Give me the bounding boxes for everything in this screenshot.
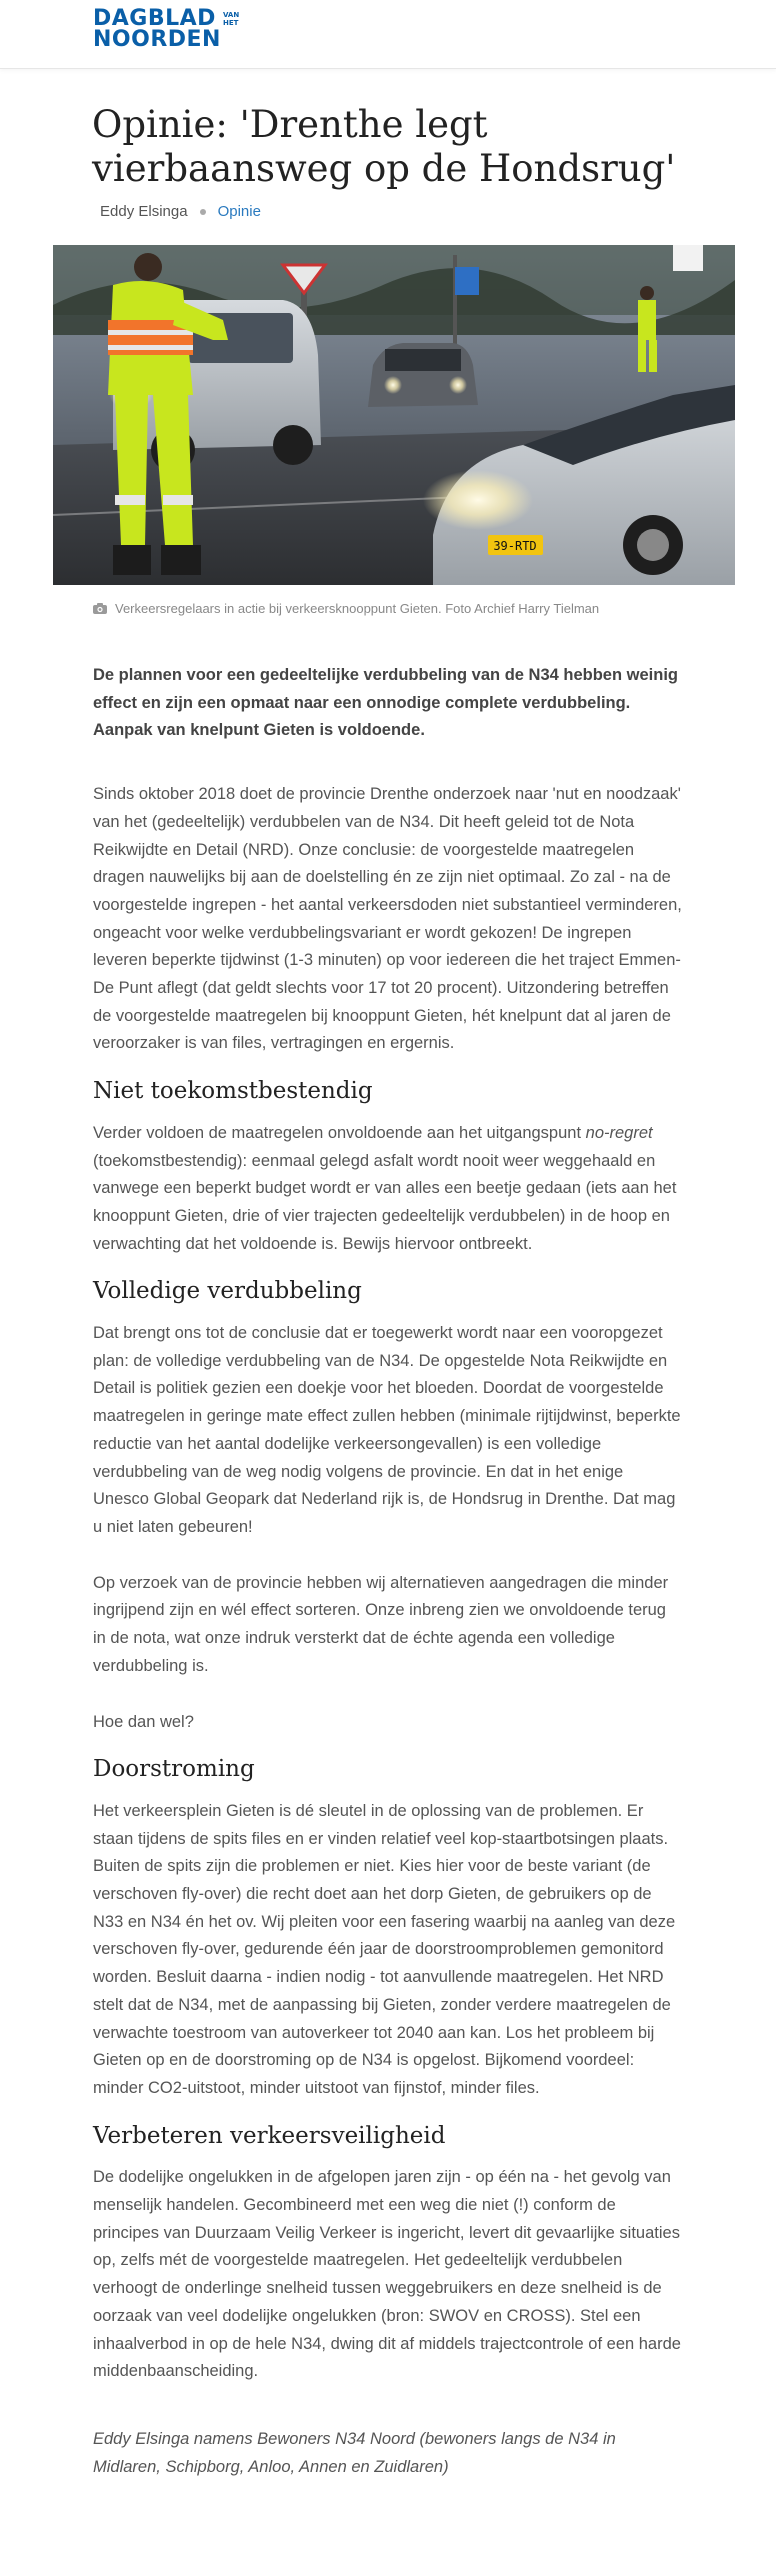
traffic-scene-image [53,245,735,585]
separator-dot [200,209,206,215]
caption-text: Verkeersregelaars in actie bij verkeersknooppunt Gieten. Foto Archief Harry Tielman [115,601,600,616]
article-body [93,662,683,2481]
site-logo[interactable] [93,8,239,50]
camera-icon [93,603,107,614]
license-plate-text: 39-RTD [493,539,537,553]
paragraph: Hoe dan wel? [93,1712,194,1731]
author-signature: Eddy Elsinga namens Bewoners N34 Noord (bewoners langs de N34 in Midlaren, Schipborg, Anloo, Annen en Zuidlaren) [93,2429,616,2476]
section-heading: Verbeteren verkeersveiligheid [93,2122,446,2149]
paragraph: Verder voldoen de maatregelen onvoldoende aan het uitgangspunt no-regret (toekomstbestendig): eenmaal gelegd asfalt wordt nooit weer weggehaald en vanwege een beperkt budget wordt er van alles een beetje gedaan (iets aan het knooppunt Gieten, drie of vier trajecten gedeeltelijk verdubbelen) in de hoop en verwachting dat het voldoende is. Bewijs hiervoor ontbreekt. [93,1123,677,1253]
category-link[interactable]: Opinie [217,203,261,220]
author-name: Eddy Elsinga [100,203,188,220]
site-header [0,0,776,69]
byline [100,203,261,220]
logo-wordmark: DAGBLAD NOORDEN [93,6,221,52]
section-heading: Doorstroming [93,1756,255,1783]
article-lead: De plannen voor een gedeeltelijke verdubbeling van de N34 hebben weinig effect en zijn een opmaat naar een onnodige complete verdubbeling. Aanpak van knelpunt Gieten is voldoende. [93,666,678,740]
paragraph: Sinds oktober 2018 doet de provincie Drenthe onderzoek naar 'nut en noodzaak' van het (gedeeltelijk) verdubbelen van de N34. Dit heeft geleid tot de Nota Reikwijdte en Detail (NRD). Onze conclusie: de voorgestelde maatregelen dragen nauwelijks bij aan de doelstelling én ze zijn niet optimaal. Zo zal - na de voorgestelde ingrepen - het aantal verkeersdoden niet substantieel verminderen, ongeacht voor welke verdubbelingsvariant er wordt gekozen! De ingrepen leveren beperkte tijdwinst (1-3 minuten) op voor iedereen die het traject Emmen-De Punt aflegt (dat geldt slechts voor 17 tot 20 procent). Uitzondering betreffen de voorgestelde maatregelen bij knooppunt Gieten, hét knelpunt dat al jaren de veroorzaker is van files, vertragingen en ergernis. [93,785,682,1053]
section-heading: Volledige verdubbeling [93,1278,362,1305]
paragraph: Op verzoek van de provincie hebben wij alternatieven aangedragen die minder ingrijpend zijn en wél effect sorteren. Onze inbreng zien we onvoldoende terug in de nota, wat onze indruk versterkt dat de échte agenda een volledige verdubbeling is. [93,1573,669,1675]
paragraph: Het verkeersplein Gieten is dé sleutel in de oplossing van de problemen. Er staan tijdens de spits files en er vinden relatief veel kop-staartbotsingen plaats. Buiten de spits zijn die problemen er niet. Kies hier voor de beste variant (de verschoven fly-over) die recht doet aan het dorp Gieten, de gebruikers op de N33 en N34 én het ov. Wij pleiten voor een fasering waarbij na aanleg van deze verschoven fly-over, gedurende één jaar de doorstroomproblemen gemonitord worden. Besluit daarna - indien nodig - tot aanvullende maatregelen. Het NRD stelt dat de N34, met de aanpassing bij Gieten, zonder verdere maatregelen de verwachte toestroom van autoverkeer tot 2040 aan kan. Los het probleem bij Gieten op en de doorstroming op de N34 is opgelost. Bijkomend voordeel: minder CO2-uitstoot, minder uitstoot van fijnstof, minder files. [93,1801,676,2097]
article-photo [53,245,735,585]
paragraph: De dodelijke ongelukken in de afgelopen jaren zijn - op één na - het gevolg van menselijk handelen. Gecombineerd met een weg die niet (!) conform de principes van Duurzaam Veilig Verkeer is ingericht, levert dit gevaarlijke situaties op, zelfs mét de voorgestelde maatregelen. Het gedeeltelijk verdubbelen verhoogt de onderlinge snelheid tussen weggebruikers en deze snelheid is de oorzaak van veel dodelijke ongelukken (bron: SWOV en CROSS). Stel een inhaalverbod in op de hele N34, dwing dit af middels trajectcontrole of een harde middenbaanscheiding. [93,2168,681,2381]
logo-van-het: VAN HET [222,11,240,27]
photo-caption [93,601,599,616]
article-title: Opinie: 'Drenthe legt vierbaansweg op de Hondsrug' [92,103,676,190]
paragraph: Dat brengt ons tot de conclusie dat er toegewerkt wordt naar een vooropgezet plan: de volledige verdubbeling van de N34. De opgestelde Nota Reikwijdte en Detail is politiek gezien een doekje voor het bloeden. Doordat de voorgestelde maatregelen in geringe mate effect zullen hebben (minimale rijtijdwinst, beperkte reductie van het aantal dodelijke verkeersongevallen) is een volledige verdubbeling van de weg nodig volgens de provincie. En dat in het enige Unesco Global Geopark dat Nederland rijk is, de Hondsrug in Drenthe. Dat mag u niet laten gebeuren! [93,1324,681,1536]
section-heading: Niet toekomstbestendig [93,1078,373,1105]
